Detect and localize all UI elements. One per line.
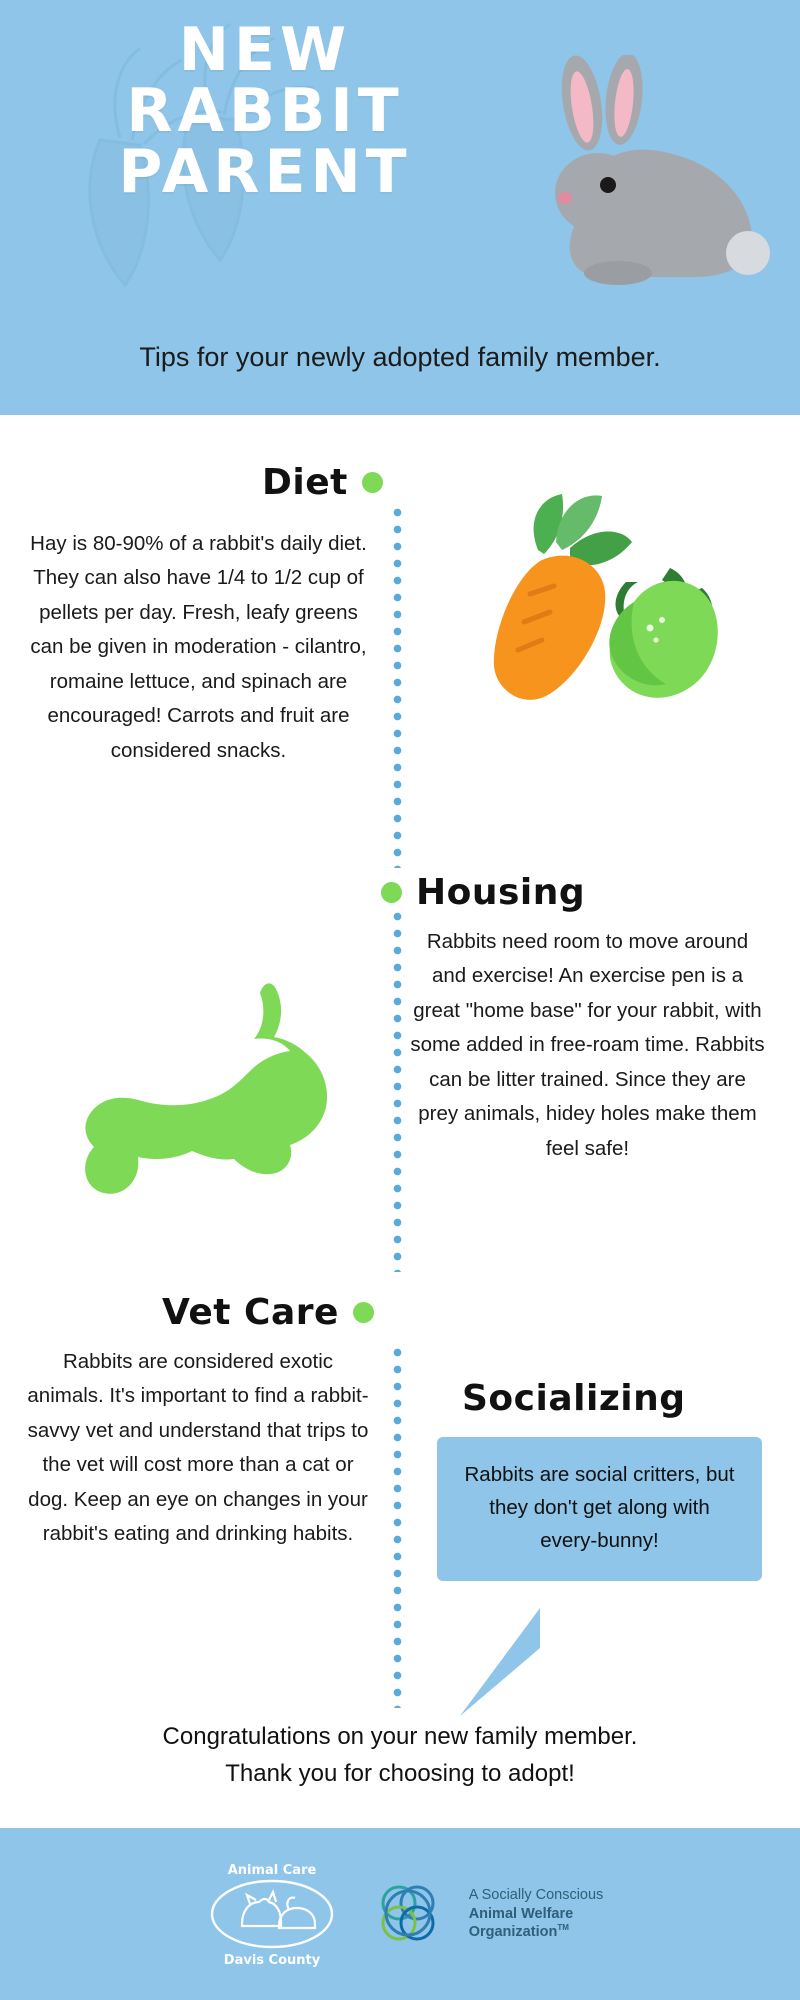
header-banner [0, 0, 800, 415]
bullet-dot-icon [353, 1302, 374, 1323]
sca-line-1: A Socially Conscious [468, 1887, 604, 1904]
title-line-2: RABBIT [126, 76, 404, 147]
section-heading-socializing-label: Socializing [462, 1378, 686, 1419]
logo-top-text: Animal Care [227, 1863, 317, 1878]
closing-line-2: Thank you for choosing to adopt! [225, 1760, 575, 1788]
trademark-mark: TM [557, 1923, 569, 1933]
section-body-socializing: Rabbits are social critters, but they don't get along with every-bunny! [464, 1463, 735, 1552]
section-heading-housing-label: Housing [416, 872, 586, 913]
sca-line-3 [469, 1923, 604, 1942]
section-heading-diet-label: Diet [262, 462, 348, 503]
socializing-speech-bubble [437, 1437, 762, 1581]
section-heading-housing [381, 872, 585, 913]
section-heading-vet-care [162, 1292, 374, 1333]
dotted-divider-1 [393, 508, 402, 868]
bullet-dot-icon [362, 472, 383, 493]
animal-care-davis-county-logo-icon [197, 1858, 347, 1970]
footer-bar [0, 1828, 800, 2000]
title-line-1: NEW [178, 15, 352, 85]
sca-line-2: Animal Welfare [468, 1905, 574, 1922]
carrot-lettuce-icon [430, 490, 730, 750]
dotted-divider-3 [393, 1348, 402, 1708]
sca-line-3-label: Organization [468, 1924, 558, 1941]
section-heading-socializing [462, 1378, 686, 1419]
logo-bottom-text: Davis County [223, 1953, 320, 1968]
header-subtitle: Tips for your newly adopted family member. [139, 342, 661, 372]
rabbit-illustration-icon [490, 55, 780, 300]
section-heading-diet [262, 462, 383, 503]
socially-conscious-text [469, 1886, 604, 1942]
closing-message [0, 1718, 800, 1792]
page-title [0, 15, 530, 208]
section-heading-vet-care-label: Vet Care [162, 1292, 339, 1333]
dotted-divider-2 [393, 912, 402, 1272]
bullet-dot-icon [381, 882, 402, 903]
socially-conscious-swirl-icon [369, 1875, 447, 1953]
title-line-3: PARENT [118, 137, 412, 208]
section-body-diet: Hay is 80-90% of a rabbit's daily diet. They can also have 1/4 to 1/2 cup of pellets per day. Fresh, leafy greens can be given in moderation - cilantro, romaine lettuce, and spinach are encouraged! Carrots and fruit are considered snacks. [30, 532, 367, 762]
hopping-rabbit-silhouette-icon [60, 975, 360, 1205]
section-body-housing: Rabbits need room to move around and exercise! An exercise pen is a great "home base" for your rabbit, with some added in free-roam time. Rabbits can be litter trained. Since they are prey animals, hidey holes make them feel safe! [410, 930, 765, 1160]
section-body-vet-care: Rabbits are considered exotic animals. It's important to find a rabbit-savvy vet and understand that trips to the vet will cost more than a cat or dog. Keep an eye on changes in your rabbit's eating and drinking habits. [27, 1350, 369, 1546]
closing-line-1: Congratulations on your new family member. [162, 1723, 638, 1750]
